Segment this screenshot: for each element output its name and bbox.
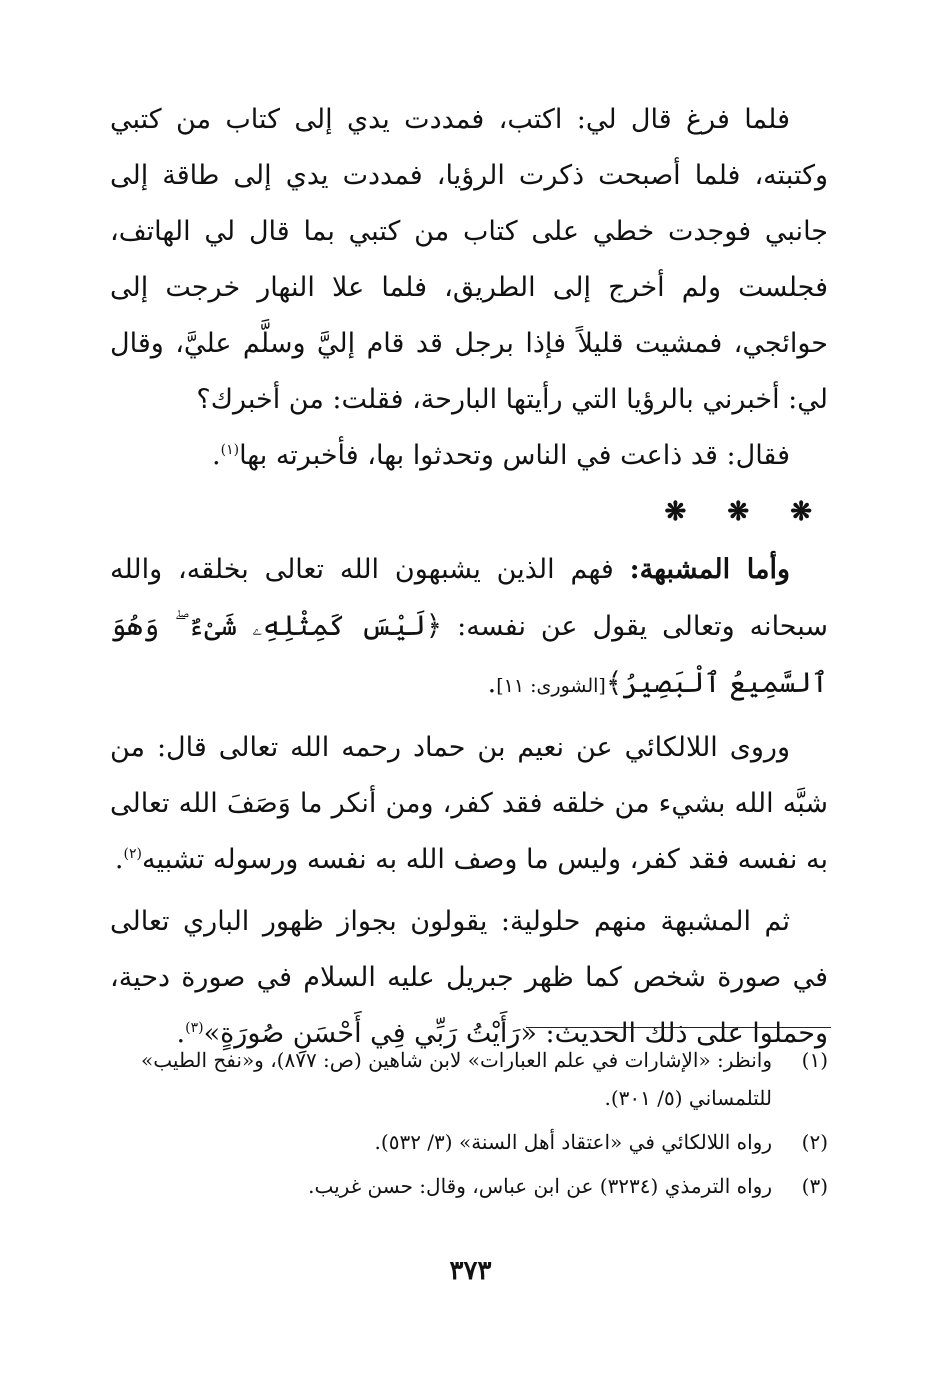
footnote-1 xyxy=(110,1041,828,1117)
footnote-ref-3[interactable]: (٣) xyxy=(185,1020,204,1036)
verse-reference: [الشورى: ١١] xyxy=(496,675,606,697)
footnote-3 xyxy=(110,1167,828,1205)
footnote-divider xyxy=(526,1027,831,1028)
footnote-ref-2[interactable]: (٢) xyxy=(123,846,142,862)
paragraph-said-text: فقال: قد ذاعت في الناس وتحدثوا بها، فأخبرته بها xyxy=(239,440,790,471)
footnotes xyxy=(110,1041,828,1211)
footnote-number: (٢) xyxy=(801,1130,828,1154)
section-separator: ❋ ❋ ❋ xyxy=(664,497,828,527)
lalakai-text: وروى اللالكائي عن نعيم بن حماد رحمه الله تعالى قال: من شبَّه الله بشيء من خلقه فقد كفر، ومن أنكر ما وَصَفَ الله تعالى به نفسه فقد كفر، وليس ما وصف الله به نفسه ورسوله تشبيه xyxy=(110,732,828,875)
hululiyya-end: . xyxy=(176,1018,186,1049)
mushabbiha-end: . xyxy=(487,668,497,699)
paragraph-said xyxy=(110,428,828,484)
quran-verse: ﴿لَيْسَ كَمِثْلِهِۦ شَىْءٌ ۖ وَهُوَ ٱلسَّمِيعُ ٱلْبَصِيرُ﴾ xyxy=(110,609,828,699)
paragraph-mushabbiha xyxy=(110,542,828,714)
footnote-ref-1[interactable]: (١) xyxy=(220,442,240,458)
paragraph-lalakai xyxy=(110,720,828,888)
hadith-quote: «رَأَيْتُ رَبِّي فِي أَحْسَنِ صُورَةٍ» xyxy=(203,1018,537,1049)
footnote-text: وانظر: «الإشارات في علم العبارات» لابن شاهين (ص: ٨٧٧)، و«نفح الطيب» للتلمساني (٥/ ٣٠١). xyxy=(141,1048,772,1110)
footnote-text: رواه الترمذي (٣٢٣٤) عن ابن عباس، وقال: حسن غريب. xyxy=(308,1174,772,1198)
lalakai-end: . xyxy=(114,844,124,875)
paragraph-said-end: . xyxy=(212,440,221,471)
footnote-2 xyxy=(110,1123,828,1161)
mushabbiha-text: فهم الذين يشبهون الله تعالى بخلقه، والله سبحانه وتعالى يقول عن نفسه: xyxy=(110,554,828,642)
paragraph-hululiyya xyxy=(110,894,828,1062)
main-text xyxy=(110,92,828,1062)
footnote-number: (١) xyxy=(801,1048,828,1072)
paragraph-dream xyxy=(110,92,828,428)
page-body xyxy=(110,92,828,1062)
paragraph-dream-text: فلما فرغ قال لي: اكتب، فمددت يدي إلى كتاب من كتبي وكتبته، فلما أصبحت ذكرت الرؤيا، فمددت يدي إلى طاقة إلى جانبي فوجدت خطي على كتاب من كتبي بما قال لي الهاتف، فجلست ولم أخرج إلى الطريق، فلما علا النهار خرجت إلى حوائجي، فمشيت قليلاً فإذا برجل قد قام إليَّ وسلَّم عليَّ، وقال لي: أخبرني بالرؤيا التي رأيتها البارحة، فقلت: من أخبرك؟ xyxy=(110,104,828,415)
page-number: ٣٧٣ xyxy=(449,1256,492,1286)
mushabbiha-heading: وأما المشبهة: xyxy=(629,554,790,585)
footnote-number: (٣) xyxy=(801,1174,828,1198)
hululiyya-text: ثم المشبهة منهم حلولية: يقولون بجواز ظهور الباري تعالى في صورة شخص كما ظهر جبريل عليه السلام في صورة دحية، وحملوا على ذلك الحديث: xyxy=(110,906,828,1049)
footnote-text: رواه اللالكائي في «اعتقاد أهل السنة» (٣/ ٥٣٢). xyxy=(374,1130,772,1154)
